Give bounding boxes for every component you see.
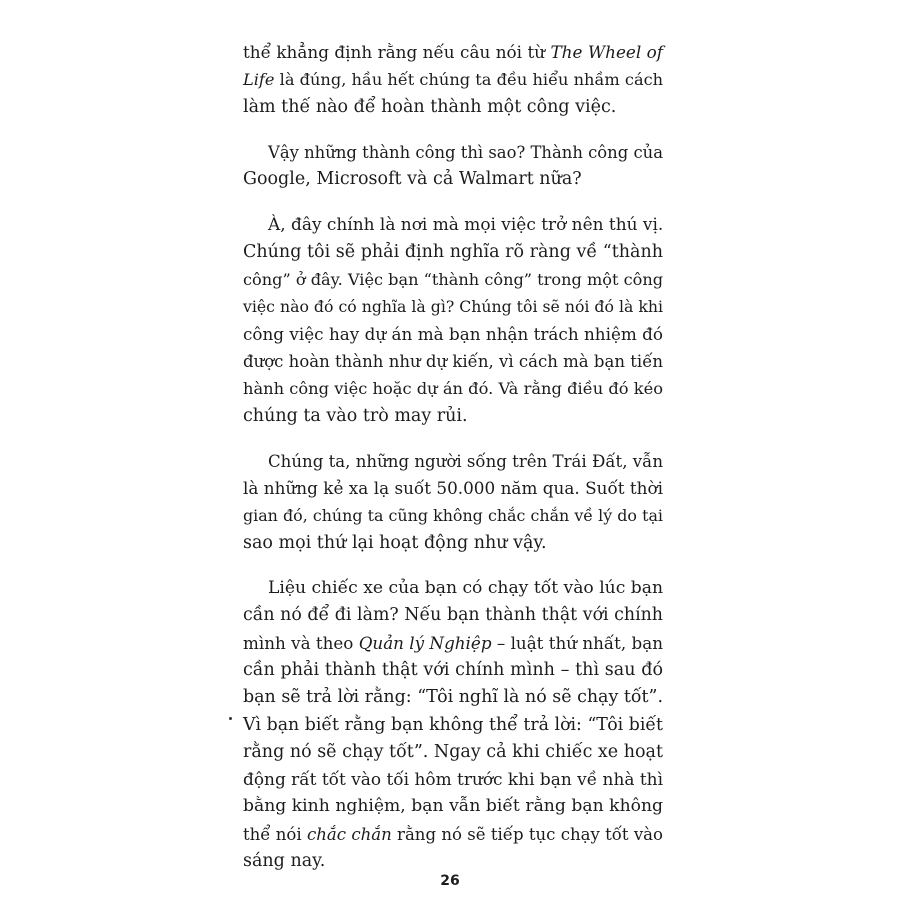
stray-ink-mark xyxy=(229,717,232,720)
paragraph xyxy=(243,448,663,557)
text-run: động rất tốt vào tối hôm trước khi bạn về nhà thì xyxy=(243,769,663,790)
text-line xyxy=(243,821,663,848)
text-run: Vì bạn biết rằng bạn không thể trả lời: “Tôi biết xyxy=(243,714,663,735)
text-run: sao mọi thứ lại hoạt động như vậy. xyxy=(243,532,547,553)
text-run: việc nào đó có nghĩa là gì? Chúng tôi sẽ nói đó là khi xyxy=(243,297,663,317)
text-line xyxy=(243,739,663,766)
italic-text-run: Quản lý Nghiệp xyxy=(358,632,492,653)
text-line xyxy=(243,848,663,875)
text-run: Vậy những thành công thì sao? Thành công của xyxy=(268,142,663,162)
text-run: bạn sẽ trả lời rằng: “Tôi nghĩ là nó sẽ chạy tốt”. xyxy=(243,687,663,708)
text-line xyxy=(243,375,663,402)
text-line xyxy=(243,684,663,711)
text-line xyxy=(243,502,663,529)
text-run: Chúng ta, những người sống trên Trái Đất, vẫn xyxy=(268,451,663,471)
text-line xyxy=(243,239,663,266)
text-line xyxy=(243,139,663,166)
text-line xyxy=(243,657,663,684)
text-run: hành công việc hoặc dự án đó. Và rằng điều đó kéo xyxy=(243,379,663,399)
text-run: mình và theo xyxy=(243,632,359,653)
paragraph xyxy=(243,39,663,121)
text-line xyxy=(243,602,663,629)
text-line xyxy=(243,211,663,238)
text-run: công” ở đây. Việc bạn “thành công” trong một công xyxy=(243,270,664,290)
text-line xyxy=(243,293,663,320)
book-page-body xyxy=(243,39,663,875)
text-line xyxy=(243,94,663,121)
text-run: sáng nay. xyxy=(243,851,326,872)
text-line xyxy=(243,475,663,502)
text-run: Google, Microsoft và cả Walmart nữa? xyxy=(243,169,582,190)
paragraph xyxy=(243,139,663,194)
paragraph xyxy=(243,211,663,429)
text-run: rằng nó sẽ tiếp tục chạy tốt vào xyxy=(391,824,663,844)
text-run: là những kẻ xa lạ suốt 50.000 năm qua. Suốt thời xyxy=(243,478,663,499)
text-run: À, đây chính là nơi mà mọi việc trở nên thú vị. xyxy=(268,214,664,235)
text-run: thể nói xyxy=(243,824,307,844)
italic-text-run: chắc chắn xyxy=(306,824,392,844)
text-run: cần nó để đi làm? Nếu bạn thành thật với chính xyxy=(243,605,663,626)
text-line xyxy=(243,266,663,293)
text-line xyxy=(243,39,663,66)
text-run: gian đó, chúng ta cũng không chắc chắn về lý do tại xyxy=(243,506,663,526)
text-run: – luật thứ nhất, bạn xyxy=(491,632,663,653)
text-line xyxy=(243,321,663,348)
text-run: Chúng tôi sẽ phải định nghĩa rõ ràng về “thành xyxy=(243,241,663,262)
text-line xyxy=(243,793,663,820)
text-line xyxy=(243,166,663,193)
text-line xyxy=(243,403,663,430)
page-number: 26 xyxy=(440,873,460,889)
text-run: thể khẳng định rằng nếu câu nói từ xyxy=(243,42,551,62)
paragraph xyxy=(243,575,663,875)
italic-text-run: The Wheel of xyxy=(550,42,663,62)
text-line xyxy=(243,348,663,375)
text-run: được hoàn thành như dự kiến, vì cách mà bạn tiến xyxy=(243,351,663,371)
text-run: Liệu chiếc xe của bạn có chạy tốt vào lúc bạn xyxy=(268,578,663,599)
text-line xyxy=(243,530,663,557)
text-line xyxy=(243,630,663,657)
text-line xyxy=(243,66,663,93)
text-line xyxy=(243,575,663,602)
italic-text-run: Life xyxy=(243,70,275,90)
text-run: cần phải thành thật với chính mình – thì sau đó xyxy=(243,659,663,680)
text-run: làm thế nào để hoàn thành một công việc. xyxy=(243,96,617,117)
text-line xyxy=(243,712,663,739)
text-run: rằng nó sẽ chạy tốt”. Ngay cả khi chiếc xe hoạt xyxy=(243,741,663,762)
text-line xyxy=(243,448,663,475)
text-run: công việc hay dự án mà bạn nhận trách nhiệm đó xyxy=(243,323,663,344)
text-line xyxy=(243,766,663,793)
text-run: bằng kinh nghiệm, bạn vẫn biết rằng bạn không xyxy=(243,796,663,817)
text-run: chúng ta vào trò may rủi. xyxy=(243,405,468,426)
text-run: là đúng, hầu hết chúng ta đều hiểu nhầm cách xyxy=(274,70,664,90)
